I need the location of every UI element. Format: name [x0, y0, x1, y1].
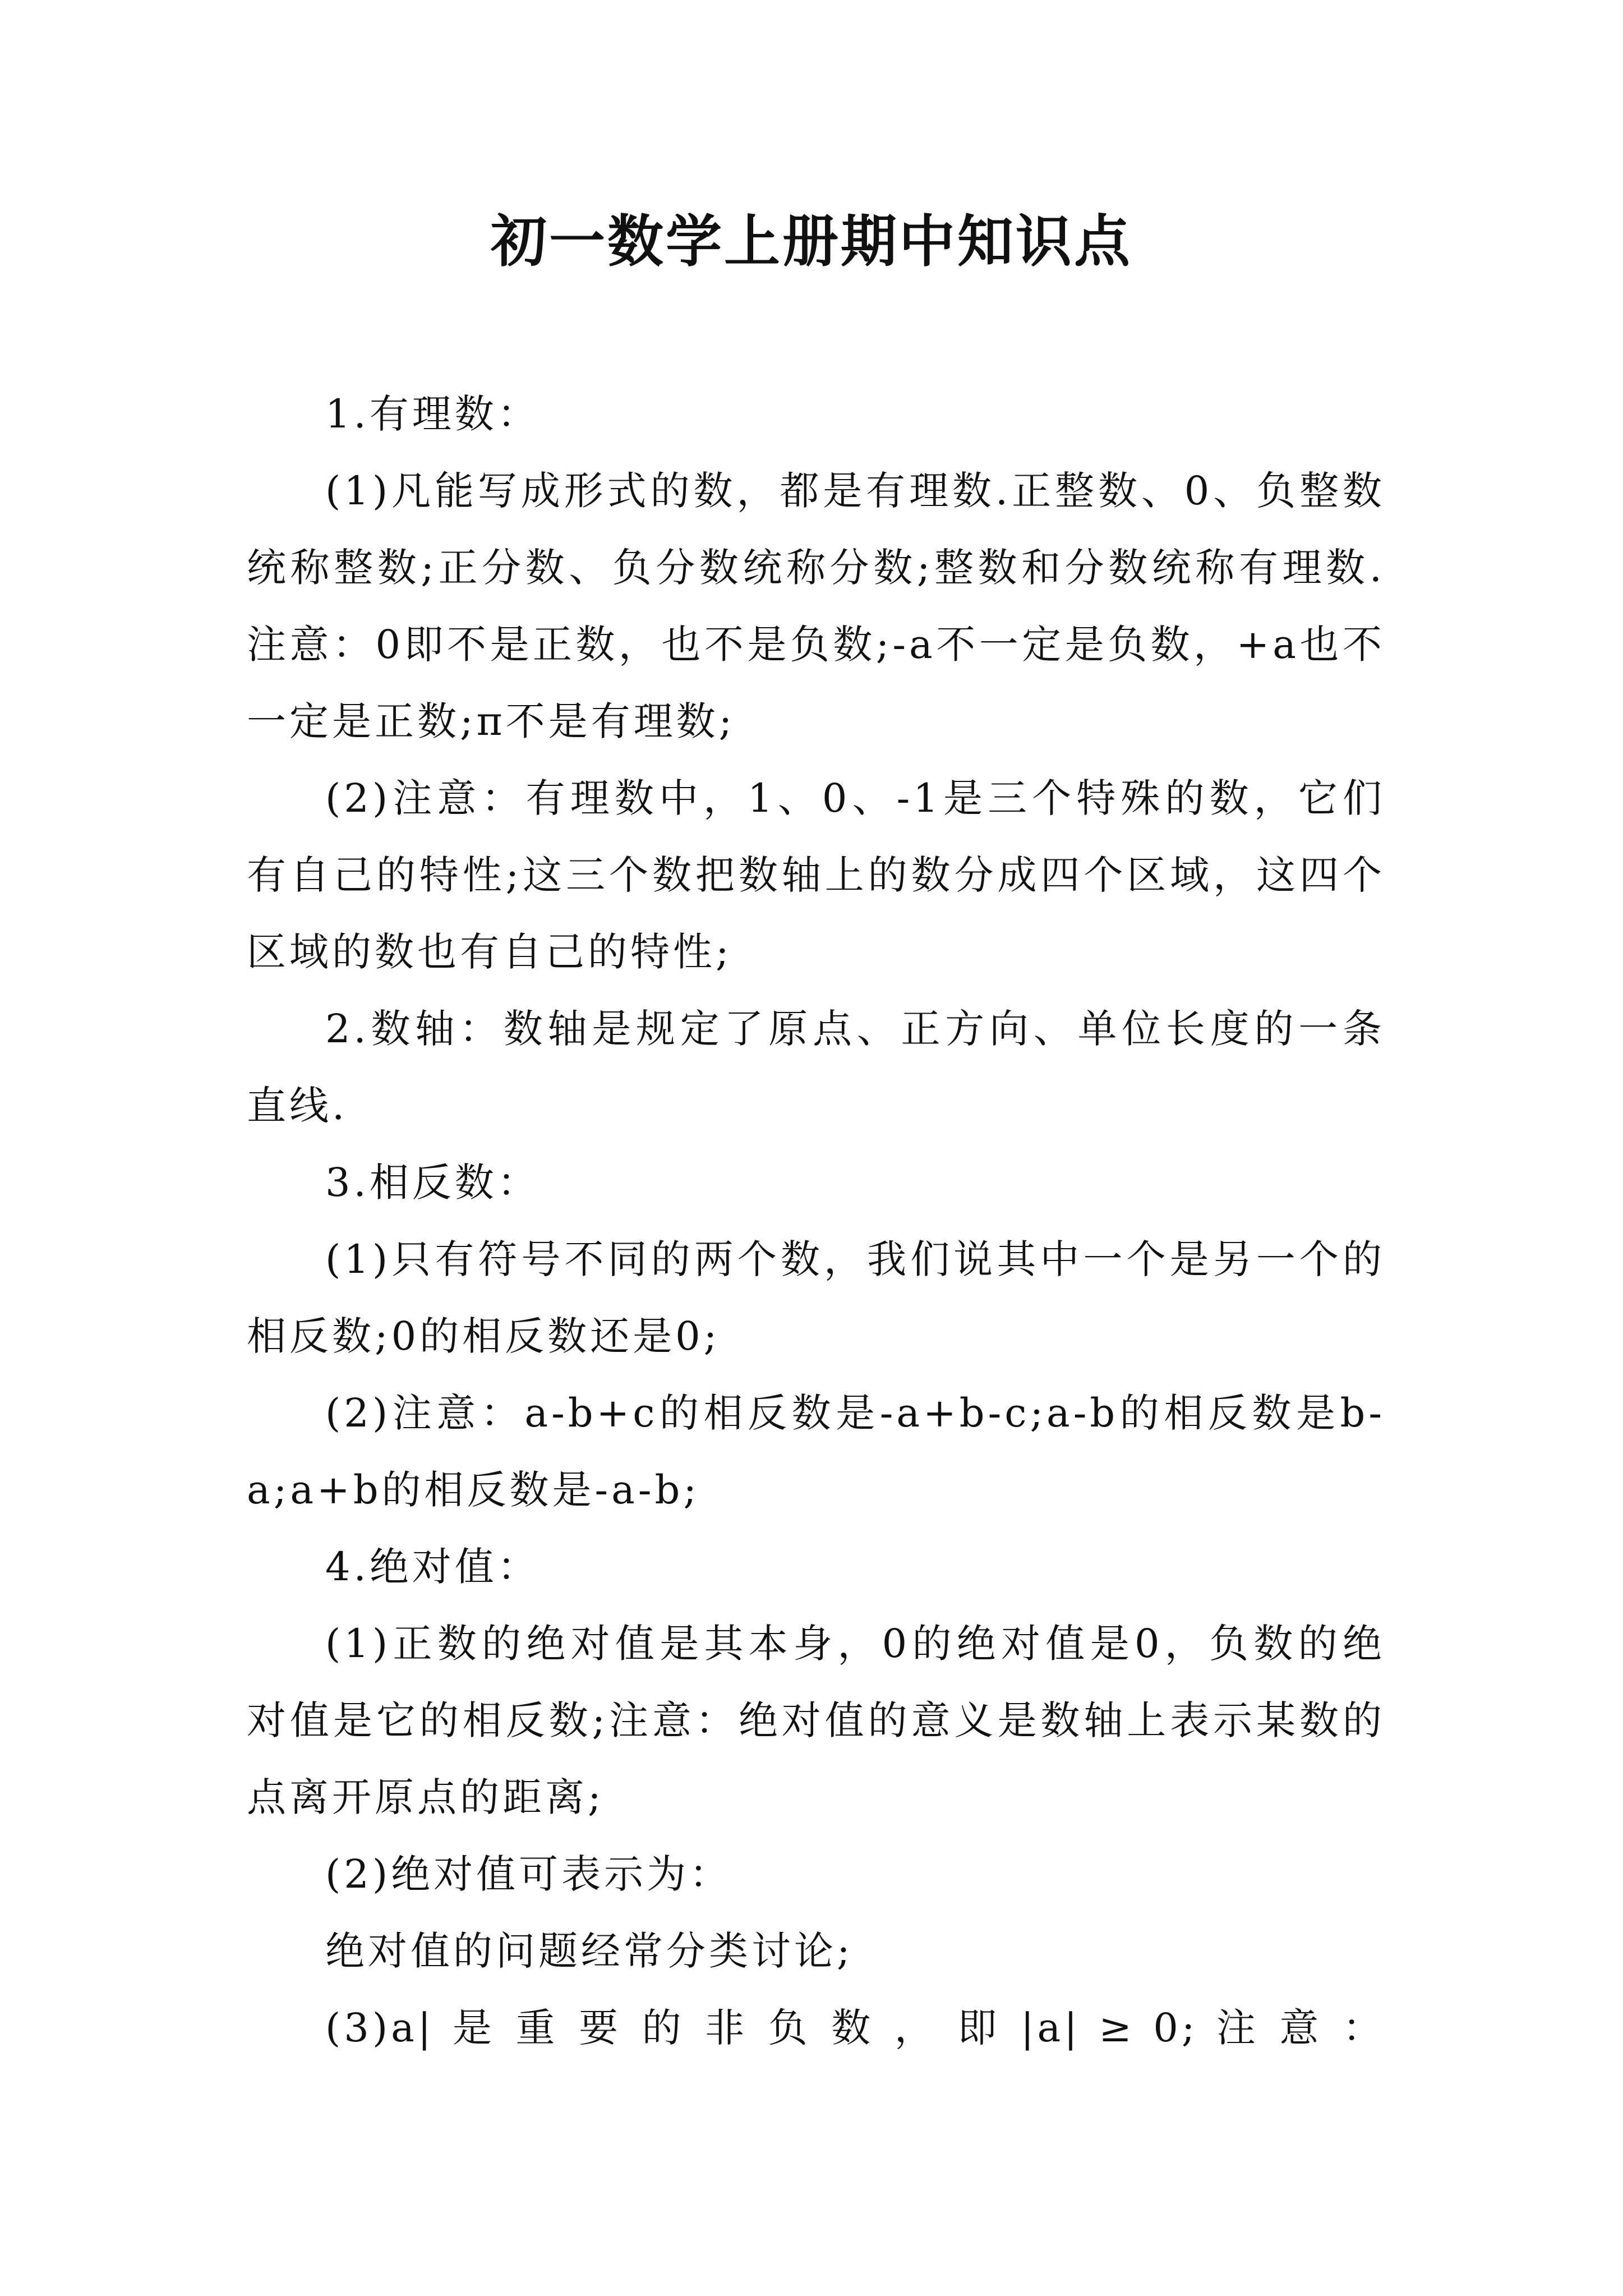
paragraph-rational-special-numbers: (2)注意：有理数中，1、0、-1是三个特殊的数，它们有自己的特性;这三个数把数轴上的数分成四个区域，这四个区域的数也有自己的特性;	[247, 775, 1385, 975]
paragraph-absolute-expression: (2)绝对值可表示为：	[325, 1851, 732, 1897]
paragraph-number-line: 2.数轴：数轴是规定了原点、正方向、单位长度的一条直线.	[247, 1006, 1385, 1129]
document-body	[247, 376, 1385, 2067]
paragraph-heading-absolute-value: 4.绝对值：	[325, 1544, 540, 1590]
paragraph-opposite-definition: (1)只有符号不同的两个数，我们说其中一个是另一个的相反数;0的相反数还是0;	[247, 1236, 1385, 1359]
paragraph-rational-definition: (1)凡能写成形式的数，都是有理数.正整数、0、负整数统称整数;正分数、负分数统称分数;整数和分数统称有理数.注意：0即不是正数，也不是负数;-a不一定是负数，+a也不一定是正数;π不是有理数;	[247, 468, 1385, 744]
paragraph-heading-rational-numbers: 1.有理数：	[325, 391, 540, 437]
page-title: 初一数学上册期中知识点	[491, 208, 1132, 274]
paragraph-absolute-nonnegative: (3)a| 是 重 要 的 非 负 数 ， 即 |a| ≥ 0; 注 意 ：	[325, 2005, 1385, 2051]
paragraph-absolute-discussion: 绝对值的问题经常分类讨论;	[325, 1928, 854, 1974]
paragraph-absolute-definition: (1)正数的绝对值是其本身，0的绝对值是0，负数的绝对值是它的相反数;注意：绝对值的意义是数轴上表示某数的点离开原点的距离;	[247, 1621, 1385, 1820]
paragraph-opposite-examples: (2)注意：a-b+c的相反数是-a+b-c;a-b的相反数是b-a;a+b的相反数是-a-b;	[247, 1390, 1385, 1513]
paragraph-heading-opposite-numbers: 3.相反数：	[325, 1159, 540, 1205]
